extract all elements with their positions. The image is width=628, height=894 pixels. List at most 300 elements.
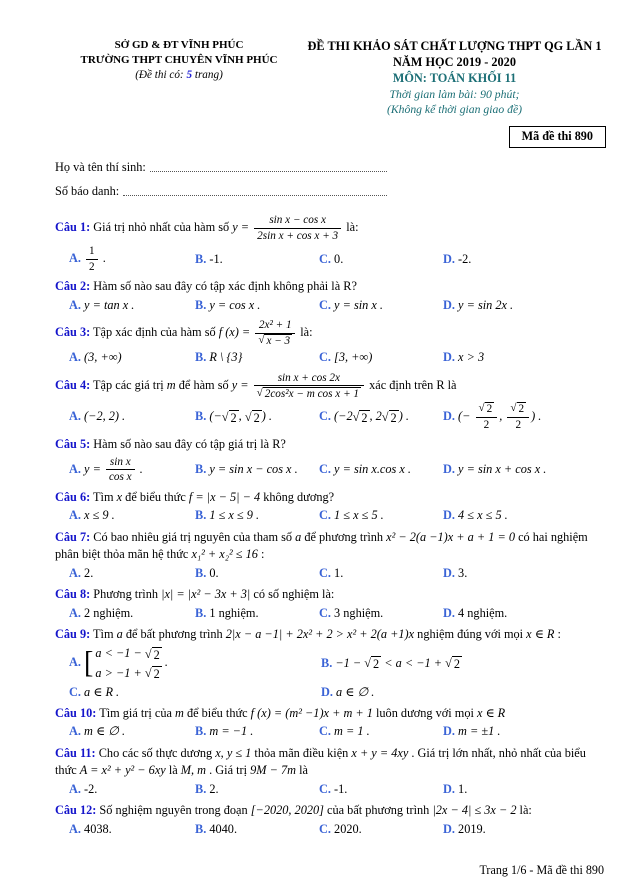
option-letter: B. — [195, 350, 207, 365]
option — [69, 349, 195, 366]
options-row — [55, 605, 606, 622]
text: 2 — [89, 260, 95, 273]
math: y = tan x . — [84, 297, 135, 312]
math: y = sin x . — [334, 297, 383, 312]
option — [319, 507, 443, 524]
math: (−2, 2) . — [84, 409, 126, 424]
math: m = −1 . — [209, 724, 254, 739]
option — [319, 251, 443, 268]
department-name: SỞ GD & ĐT VĨNH PHÚC — [114, 39, 244, 51]
text: 1 — [89, 245, 95, 258]
math: x² − 2(a −1)x + a + 1 = 0 — [386, 529, 515, 544]
option-letter: D. — [443, 409, 455, 423]
question-number: Câu 6: — [55, 489, 91, 504]
math: M, m — [180, 763, 207, 778]
math: (−2 — [334, 409, 353, 424]
option — [69, 565, 195, 582]
option — [195, 821, 319, 838]
option-letter: A. — [69, 605, 81, 620]
text: để hàm số — [175, 377, 232, 392]
radical-icon: √ — [244, 409, 252, 424]
square-root — [364, 656, 381, 672]
radical-icon: √ — [381, 409, 389, 424]
options-row — [55, 507, 606, 524]
question-text-line — [55, 278, 606, 295]
math: sin x — [109, 455, 131, 468]
text: . — [99, 251, 106, 266]
math: |x| = |x² − 3x + 3| — [161, 587, 251, 602]
option — [319, 605, 443, 622]
option — [195, 461, 319, 478]
radical-icon: √ — [144, 665, 152, 680]
option — [69, 684, 321, 701]
text: Có bao nhiêu giá trị nguyên của tham số — [93, 529, 296, 544]
option — [195, 565, 319, 582]
square-root — [257, 387, 361, 401]
option-letter: C. — [319, 251, 331, 266]
math: x ∈ R — [476, 706, 506, 721]
questions-list — [55, 213, 606, 838]
text: Hàm số nào sau đây có tập giá trị là R? — [93, 437, 286, 452]
text: Tập xác định của hàm số — [93, 325, 219, 340]
student-name-line — [55, 160, 387, 175]
option — [443, 605, 606, 622]
text: 4 nghiệm. — [458, 605, 508, 620]
math: y = — [232, 219, 253, 234]
option-letter: B. — [195, 409, 207, 424]
text: : — [257, 547, 265, 562]
math: cos x — [108, 471, 132, 484]
math: y = sin 2x . — [458, 297, 514, 312]
option — [195, 297, 319, 314]
student-name-label: Họ và tên thí sinh: — [55, 160, 146, 175]
option-letter: A. — [69, 565, 81, 580]
option-letter: D. — [443, 605, 455, 620]
text: 2 — [453, 657, 461, 672]
options-row — [55, 455, 606, 485]
question-number: Câu 2: — [55, 279, 91, 294]
radical-icon: √ — [221, 409, 229, 424]
options-row — [55, 349, 606, 366]
question — [55, 745, 606, 798]
radicand — [371, 656, 381, 672]
math: a — [295, 529, 302, 544]
option — [69, 723, 195, 740]
option — [443, 723, 606, 740]
radical-icon: √ — [352, 409, 360, 424]
math: ) . — [398, 409, 409, 424]
math: y = — [231, 377, 252, 392]
question — [55, 489, 606, 525]
radicand — [359, 410, 369, 426]
text: Tập các giá trị — [93, 377, 167, 392]
denominator — [254, 386, 364, 401]
options-row — [55, 684, 606, 701]
option — [443, 507, 606, 524]
question-number: Câu 1: — [55, 219, 91, 234]
option — [195, 507, 319, 524]
options-row — [55, 723, 606, 740]
option-letter: C. — [319, 462, 331, 477]
math: 2x² + 1 — [258, 319, 292, 332]
math: sin x − cos x — [269, 214, 326, 227]
option-letter: D. — [321, 684, 333, 699]
text: -1. — [209, 251, 223, 266]
text: để phương trình — [301, 529, 387, 544]
pages-note — [55, 69, 303, 81]
option-letter: D. — [443, 565, 455, 580]
math: 9M − 7m — [250, 763, 296, 778]
text: 0. — [334, 251, 344, 266]
text: 2 — [486, 403, 493, 416]
square-root — [445, 656, 462, 672]
option-letter: A. — [69, 781, 81, 796]
math: −1 − — [335, 655, 365, 670]
cases-row — [95, 664, 161, 683]
option-letter: B. — [195, 821, 207, 836]
text: không dương? — [260, 489, 335, 504]
text: 2 — [390, 410, 397, 425]
math: x₁² + x₂² ≤ 16 — [191, 547, 258, 562]
text: Tìm — [93, 489, 117, 504]
option — [321, 684, 606, 701]
question-text-line — [55, 489, 606, 506]
exam-header — [55, 38, 606, 117]
option-letter: B. — [195, 781, 207, 796]
student-id-blank — [123, 194, 387, 196]
options-row — [55, 565, 606, 582]
text: 1 nghiệm. — [209, 605, 259, 620]
option-letter: D. — [443, 297, 455, 312]
option — [319, 781, 443, 798]
text: 2020. — [334, 821, 362, 836]
text: . Giá trị lớn nhất, nhỏ nhất của biểu thức — [55, 745, 586, 778]
text: 1. — [458, 781, 468, 796]
options-row — [55, 244, 606, 274]
question — [55, 705, 606, 741]
question-text-line — [55, 802, 606, 819]
text: 2 — [518, 403, 525, 416]
numerator — [254, 371, 364, 387]
square-root — [145, 666, 162, 682]
option-letter: D. — [443, 508, 455, 523]
option-letter: C. — [69, 684, 81, 699]
option-letter: A. — [69, 297, 81, 312]
option — [443, 402, 606, 432]
question-text-line — [55, 745, 606, 780]
option-letter: D. — [443, 821, 455, 836]
option — [319, 723, 443, 740]
math: a ∈ ∅ . — [336, 684, 375, 699]
option-letter: B. — [195, 297, 207, 312]
option — [321, 655, 606, 672]
school-name: TRƯỜNG THPT CHUYÊN VĨNH PHÚC — [80, 53, 278, 66]
square-root — [245, 410, 262, 426]
text: của bất phương trình — [323, 803, 433, 818]
radicand — [229, 410, 239, 426]
question — [55, 278, 606, 314]
question-text-line — [55, 705, 606, 722]
numerator — [254, 213, 341, 229]
text: để biểu thức — [183, 706, 251, 721]
student-info — [55, 160, 606, 199]
math: 1 ≤ x ≤ 5 . — [334, 508, 384, 523]
text: 2. — [209, 781, 219, 796]
radical-icon: √ — [144, 646, 152, 661]
text: để biểu thức — [122, 489, 189, 504]
option-letter: C. — [319, 724, 331, 739]
question — [55, 529, 606, 582]
text: là — [165, 763, 181, 778]
math: 4 ≤ x ≤ 5 . — [458, 508, 508, 523]
school-block — [55, 38, 303, 117]
question-number: Câu 4: — [55, 377, 91, 392]
options-row — [55, 781, 606, 798]
math: a — [116, 627, 123, 642]
option-letter: B. — [195, 508, 207, 523]
math: f (x) = — [218, 325, 254, 340]
math: 2sin x + cos x + 3 — [257, 229, 339, 242]
denominator — [106, 470, 135, 485]
option-letter: D. — [443, 251, 455, 266]
option-letter: C. — [319, 350, 331, 365]
square-root — [382, 410, 399, 426]
text: 2 — [483, 418, 490, 431]
text: 1. — [334, 565, 344, 580]
option-letter: A. — [69, 251, 81, 266]
option — [69, 244, 195, 274]
option — [319, 461, 443, 478]
question-number: Câu 8: — [55, 587, 91, 602]
fraction — [86, 244, 98, 274]
math: y = sin x − cos x . — [209, 462, 298, 477]
text: 0. — [209, 565, 219, 580]
text: Phương trình — [93, 587, 162, 602]
fraction — [476, 402, 498, 432]
radicand — [485, 402, 495, 416]
math: 1 ≤ x ≤ 9 . — [209, 508, 260, 523]
numerator — [86, 244, 98, 260]
option-letter: A. — [69, 461, 81, 476]
option-letter: C. — [319, 297, 331, 312]
student-name-blank — [150, 170, 387, 172]
denominator — [507, 418, 529, 433]
square-root — [145, 647, 162, 663]
numerator — [106, 455, 135, 471]
question-text-line — [55, 586, 606, 603]
option-letter: C. — [319, 508, 331, 523]
math: m ∈ ∅ . — [84, 724, 126, 739]
option-letter: C. — [319, 781, 331, 796]
question — [55, 371, 606, 432]
question-text-line — [55, 318, 606, 348]
text: Tìm giá trị của — [99, 706, 176, 721]
math: a < −1 − — [95, 646, 145, 661]
question — [55, 213, 606, 274]
options-row — [55, 644, 606, 682]
text: luôn dương với mọi — [372, 706, 477, 721]
pages-note-suffix: trang) — [192, 68, 223, 81]
radicand — [452, 656, 462, 672]
option — [195, 251, 319, 268]
fraction — [254, 213, 341, 243]
text: thỏa mãn điều kiện — [251, 745, 352, 760]
text: Hàm số nào sau đây có tập xác định không phải là R? — [93, 279, 357, 294]
option — [69, 644, 321, 682]
math: y = sin x + cos x . — [458, 462, 547, 477]
text: 2019. — [458, 821, 486, 836]
math: m = ±1 . — [458, 724, 501, 739]
denominator — [476, 418, 498, 433]
denominator — [86, 260, 98, 275]
pages-note-prefix: (Đề thi có: — [135, 68, 187, 81]
text: 2 — [361, 410, 368, 425]
text: Cho các số thực dương — [98, 745, 216, 760]
radical-icon: √ — [478, 402, 485, 415]
option — [69, 821, 195, 838]
option-letter: B. — [195, 565, 207, 580]
math: , 2 — [369, 409, 382, 424]
exam-code-box: Mã đề thi 890 — [509, 126, 606, 148]
cases-bracket — [84, 644, 162, 682]
option-letter: B. — [321, 655, 333, 670]
option-letter: A. — [69, 821, 81, 836]
square-root — [222, 410, 239, 426]
question-text-line — [55, 213, 606, 243]
question-text-line — [55, 626, 606, 643]
options-row — [55, 821, 606, 838]
radical-icon: √ — [258, 333, 265, 346]
radicand — [389, 410, 399, 426]
math: < a < −1 + — [381, 655, 446, 670]
option-letter: B. — [195, 251, 207, 266]
math: sin x + cos 2x — [277, 371, 340, 384]
radical-icon: √ — [256, 386, 263, 399]
math: m — [166, 377, 176, 392]
math: ) . — [531, 409, 542, 423]
option-letter: D. — [443, 781, 455, 796]
text: Tìm — [93, 627, 117, 642]
text: 2 — [230, 410, 237, 425]
fraction — [254, 371, 364, 401]
bracket-icon: [ — [84, 646, 94, 680]
math: 2cos²x − m cos x + 1 — [264, 387, 360, 400]
text: 2 — [515, 418, 522, 431]
subject-line: MÔN: TOÁN KHỐI 11 — [392, 71, 517, 86]
text: là — [296, 763, 308, 778]
options-row — [55, 297, 606, 314]
option — [443, 251, 606, 268]
math: A = x² + y² − 6xy — [79, 763, 166, 778]
page-footer: Trang 1/6 - Mã đề thi 890 — [479, 863, 604, 877]
time-note: (Không kể thời gian giao đề) — [386, 102, 523, 116]
option — [319, 565, 443, 582]
question — [55, 436, 606, 485]
square-root — [353, 410, 370, 426]
option — [443, 821, 606, 838]
math: (− — [458, 409, 474, 423]
text: 4040. — [209, 821, 238, 836]
square-root — [479, 402, 495, 416]
option-letter: A. — [69, 350, 81, 365]
option-letter: C. — [319, 605, 331, 620]
option-letter: B. — [195, 605, 207, 620]
option — [195, 408, 319, 425]
math: y = — [84, 461, 104, 476]
text: có hai nghiệm phân biệt thỏa mãn hệ thức — [55, 529, 588, 562]
math: x — [116, 489, 123, 504]
question — [55, 586, 606, 622]
text: là: — [343, 219, 359, 234]
exam-code-row — [55, 126, 606, 148]
question — [55, 802, 606, 838]
math: . — [136, 461, 143, 476]
math: a > −1 + — [95, 665, 145, 680]
fraction — [106, 455, 135, 485]
question-text-line — [55, 529, 606, 564]
option — [319, 297, 443, 314]
option — [195, 605, 319, 622]
student-id-label: Số báo danh: — [55, 184, 120, 199]
square-root — [258, 334, 292, 348]
radical-icon: √ — [510, 402, 517, 415]
question-number: Câu 12: — [55, 803, 97, 818]
option-letter: C. — [319, 409, 331, 424]
denominator — [255, 334, 295, 349]
question-number: Câu 3: — [55, 325, 91, 340]
option — [443, 349, 606, 366]
math: (3, +∞) — [84, 350, 122, 365]
option — [443, 461, 606, 478]
option — [319, 408, 443, 425]
math: . — [161, 655, 168, 670]
option-letter: D. — [443, 350, 455, 365]
text: 2 — [253, 410, 260, 425]
text: 2 — [373, 657, 380, 672]
math: (− — [209, 409, 222, 424]
math: , — [499, 409, 506, 423]
math: a ∈ R . — [84, 684, 120, 699]
math: ) . — [261, 409, 272, 424]
option-letter: D. — [443, 462, 455, 477]
question — [55, 318, 606, 367]
math: x ≤ 9 . — [84, 508, 115, 523]
math: m — [175, 706, 184, 721]
radicand — [517, 402, 527, 416]
text: -2. — [84, 781, 98, 796]
fraction — [255, 318, 295, 348]
numerator — [255, 318, 295, 334]
question-text-line — [55, 436, 606, 453]
title-block — [303, 38, 606, 117]
text: 3 nghiệm. — [334, 605, 384, 620]
math: x, y ≤ 1 — [215, 745, 252, 760]
school-year: NĂM HỌC 2019 - 2020 — [393, 55, 516, 70]
radicand — [263, 387, 361, 401]
option — [69, 781, 195, 798]
text: là: — [297, 325, 313, 340]
option — [69, 297, 195, 314]
math: 2|x − a −1| + 2x² + 2 > x² + 2(a +1)x — [225, 627, 415, 642]
option — [69, 507, 195, 524]
question-number: Câu 11: — [55, 745, 96, 760]
radicand — [264, 334, 292, 348]
option — [319, 821, 443, 838]
pages-count: 5 — [186, 68, 193, 81]
numerator — [507, 402, 529, 418]
question — [55, 626, 606, 701]
text: nghiệm đúng với mọi — [414, 627, 527, 642]
